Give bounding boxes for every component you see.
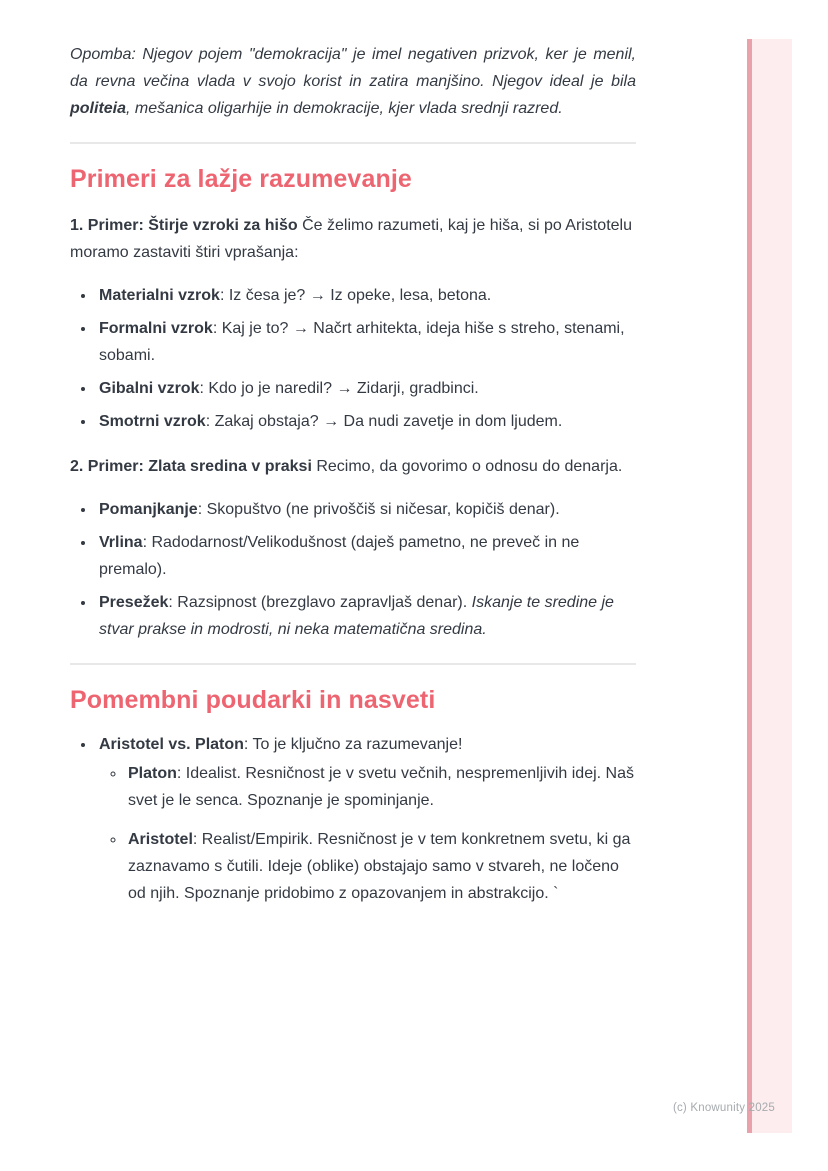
list-item-text: : Radodarnost/Velikodušnost (daješ pametno, ne preveč in ne premalo). bbox=[99, 534, 580, 578]
copyright-footer: (c) Knowunity 2025 bbox=[672, 1102, 775, 1114]
example-1-lead-bold: 1. Primer: Štirje vzroki za hišo bbox=[70, 217, 298, 234]
list-item-moving-cause bbox=[96, 375, 636, 402]
section-heading-examples: Primeri za lažje razumevanje bbox=[70, 165, 412, 193]
key-points-list bbox=[70, 731, 636, 907]
page-edge-accent-bar bbox=[747, 39, 792, 1133]
note-text-suffix: , mešanica oligarhije in demokracije, kjer vlada srednji razred. bbox=[126, 100, 563, 117]
list-item-text: : To je ključno za razumevanje! bbox=[243, 736, 463, 753]
list-item-term: Vrlina bbox=[99, 534, 143, 551]
list-item-italic-text: Iskanje te sredine je stvar prakse in modrosti, ni neka matematična sredina. bbox=[99, 594, 614, 638]
list-item-virtue bbox=[96, 529, 636, 583]
list-item-aristotel-vs-platon bbox=[96, 731, 636, 907]
comparison-sublist bbox=[99, 760, 636, 907]
list-item-term: Formalni vzrok bbox=[99, 320, 213, 337]
list-item-term: Gibalni vzrok bbox=[99, 380, 200, 397]
section-divider bbox=[70, 663, 636, 665]
list-item-deficiency bbox=[96, 496, 636, 523]
list-item-term: Presežek bbox=[99, 594, 169, 611]
list-item-text: : Kaj je to? → Načrt arhitekta, ideja hiše s streho, stenami, sobami. bbox=[99, 320, 625, 364]
list-item-text: : Kdo jo je naredil? → Zidarji, gradbinci. bbox=[199, 380, 479, 397]
example-1-lead-paragraph bbox=[70, 212, 636, 266]
example-2-lead-bold: 2. Primer: Zlata sredina v praksi bbox=[70, 458, 312, 475]
example-2-lead-paragraph bbox=[70, 453, 636, 480]
list-item-material-cause bbox=[96, 282, 636, 309]
section-divider bbox=[70, 142, 636, 144]
note-bold-term: politeia bbox=[70, 100, 127, 117]
golden-mean-list bbox=[70, 496, 636, 643]
list-item-text: : Iz česa je? → Iz opeke, lesa, betona. bbox=[219, 287, 492, 304]
list-item-formal-cause bbox=[96, 315, 636, 369]
example-2-lead-rest: Recimo, da govorimo o odnosu do denarja. bbox=[311, 458, 623, 475]
list-item-text: : Zakaj obstaja? → Da nudi zavetje in dom ljudem. bbox=[205, 413, 563, 430]
list-item-excess bbox=[96, 589, 636, 643]
list-item-term: Pomanjkanje bbox=[99, 501, 198, 518]
list-item-term: Smotrni vzrok bbox=[99, 413, 206, 430]
list-item-text: : Realist/Empirik. Resničnost je v tem konkretnem svetu, ki ga zaznavamo s čutili. Ideje (oblike) obstajajo samo v stvareh, ne ločeno od njih. Spoznanje pridobimo z opazovanjem in abstrakcijo. ` bbox=[128, 831, 631, 902]
list-item-term: Materialni vzrok bbox=[99, 287, 220, 304]
four-causes-list bbox=[70, 282, 636, 435]
section-heading-key-points: Pomembni poudarki in nasveti bbox=[70, 686, 436, 714]
list-item-text: : Idealist. Resničnost je v svetu večnih, nespremenljivih idej. Naš svet je le senca. Spoznanje je spominjanje. bbox=[128, 765, 634, 809]
note-text-prefix: Opomba: Njegov pojem "demokracija" je imel negativen prizvok, ker je menil, da revna večina vlada v svojo korist in zatira manjšino. Njegov ideal je bila bbox=[70, 46, 636, 90]
document-content bbox=[70, 41, 636, 919]
list-item-term: Aristotel vs. Platon bbox=[99, 736, 244, 753]
sub-list-item-platon bbox=[126, 760, 636, 814]
note-paragraph bbox=[70, 41, 636, 122]
sub-list-item-aristotel bbox=[126, 826, 636, 907]
example-1-lead-rest: Če želimo razumeti, kaj je hiša, si po Aristotelu moramo zastaviti štiri vprašanja: bbox=[70, 217, 632, 261]
list-item-text: : Razsipnost (brezglavo zapravljaš denar). bbox=[168, 594, 472, 611]
list-item-text: : Skopuštvo (ne privoščiš si ničesar, kopičiš denar). bbox=[197, 501, 560, 518]
list-item-term: Aristotel bbox=[128, 831, 193, 848]
list-item-term: Platon bbox=[128, 765, 177, 782]
list-item-final-cause bbox=[96, 408, 636, 435]
